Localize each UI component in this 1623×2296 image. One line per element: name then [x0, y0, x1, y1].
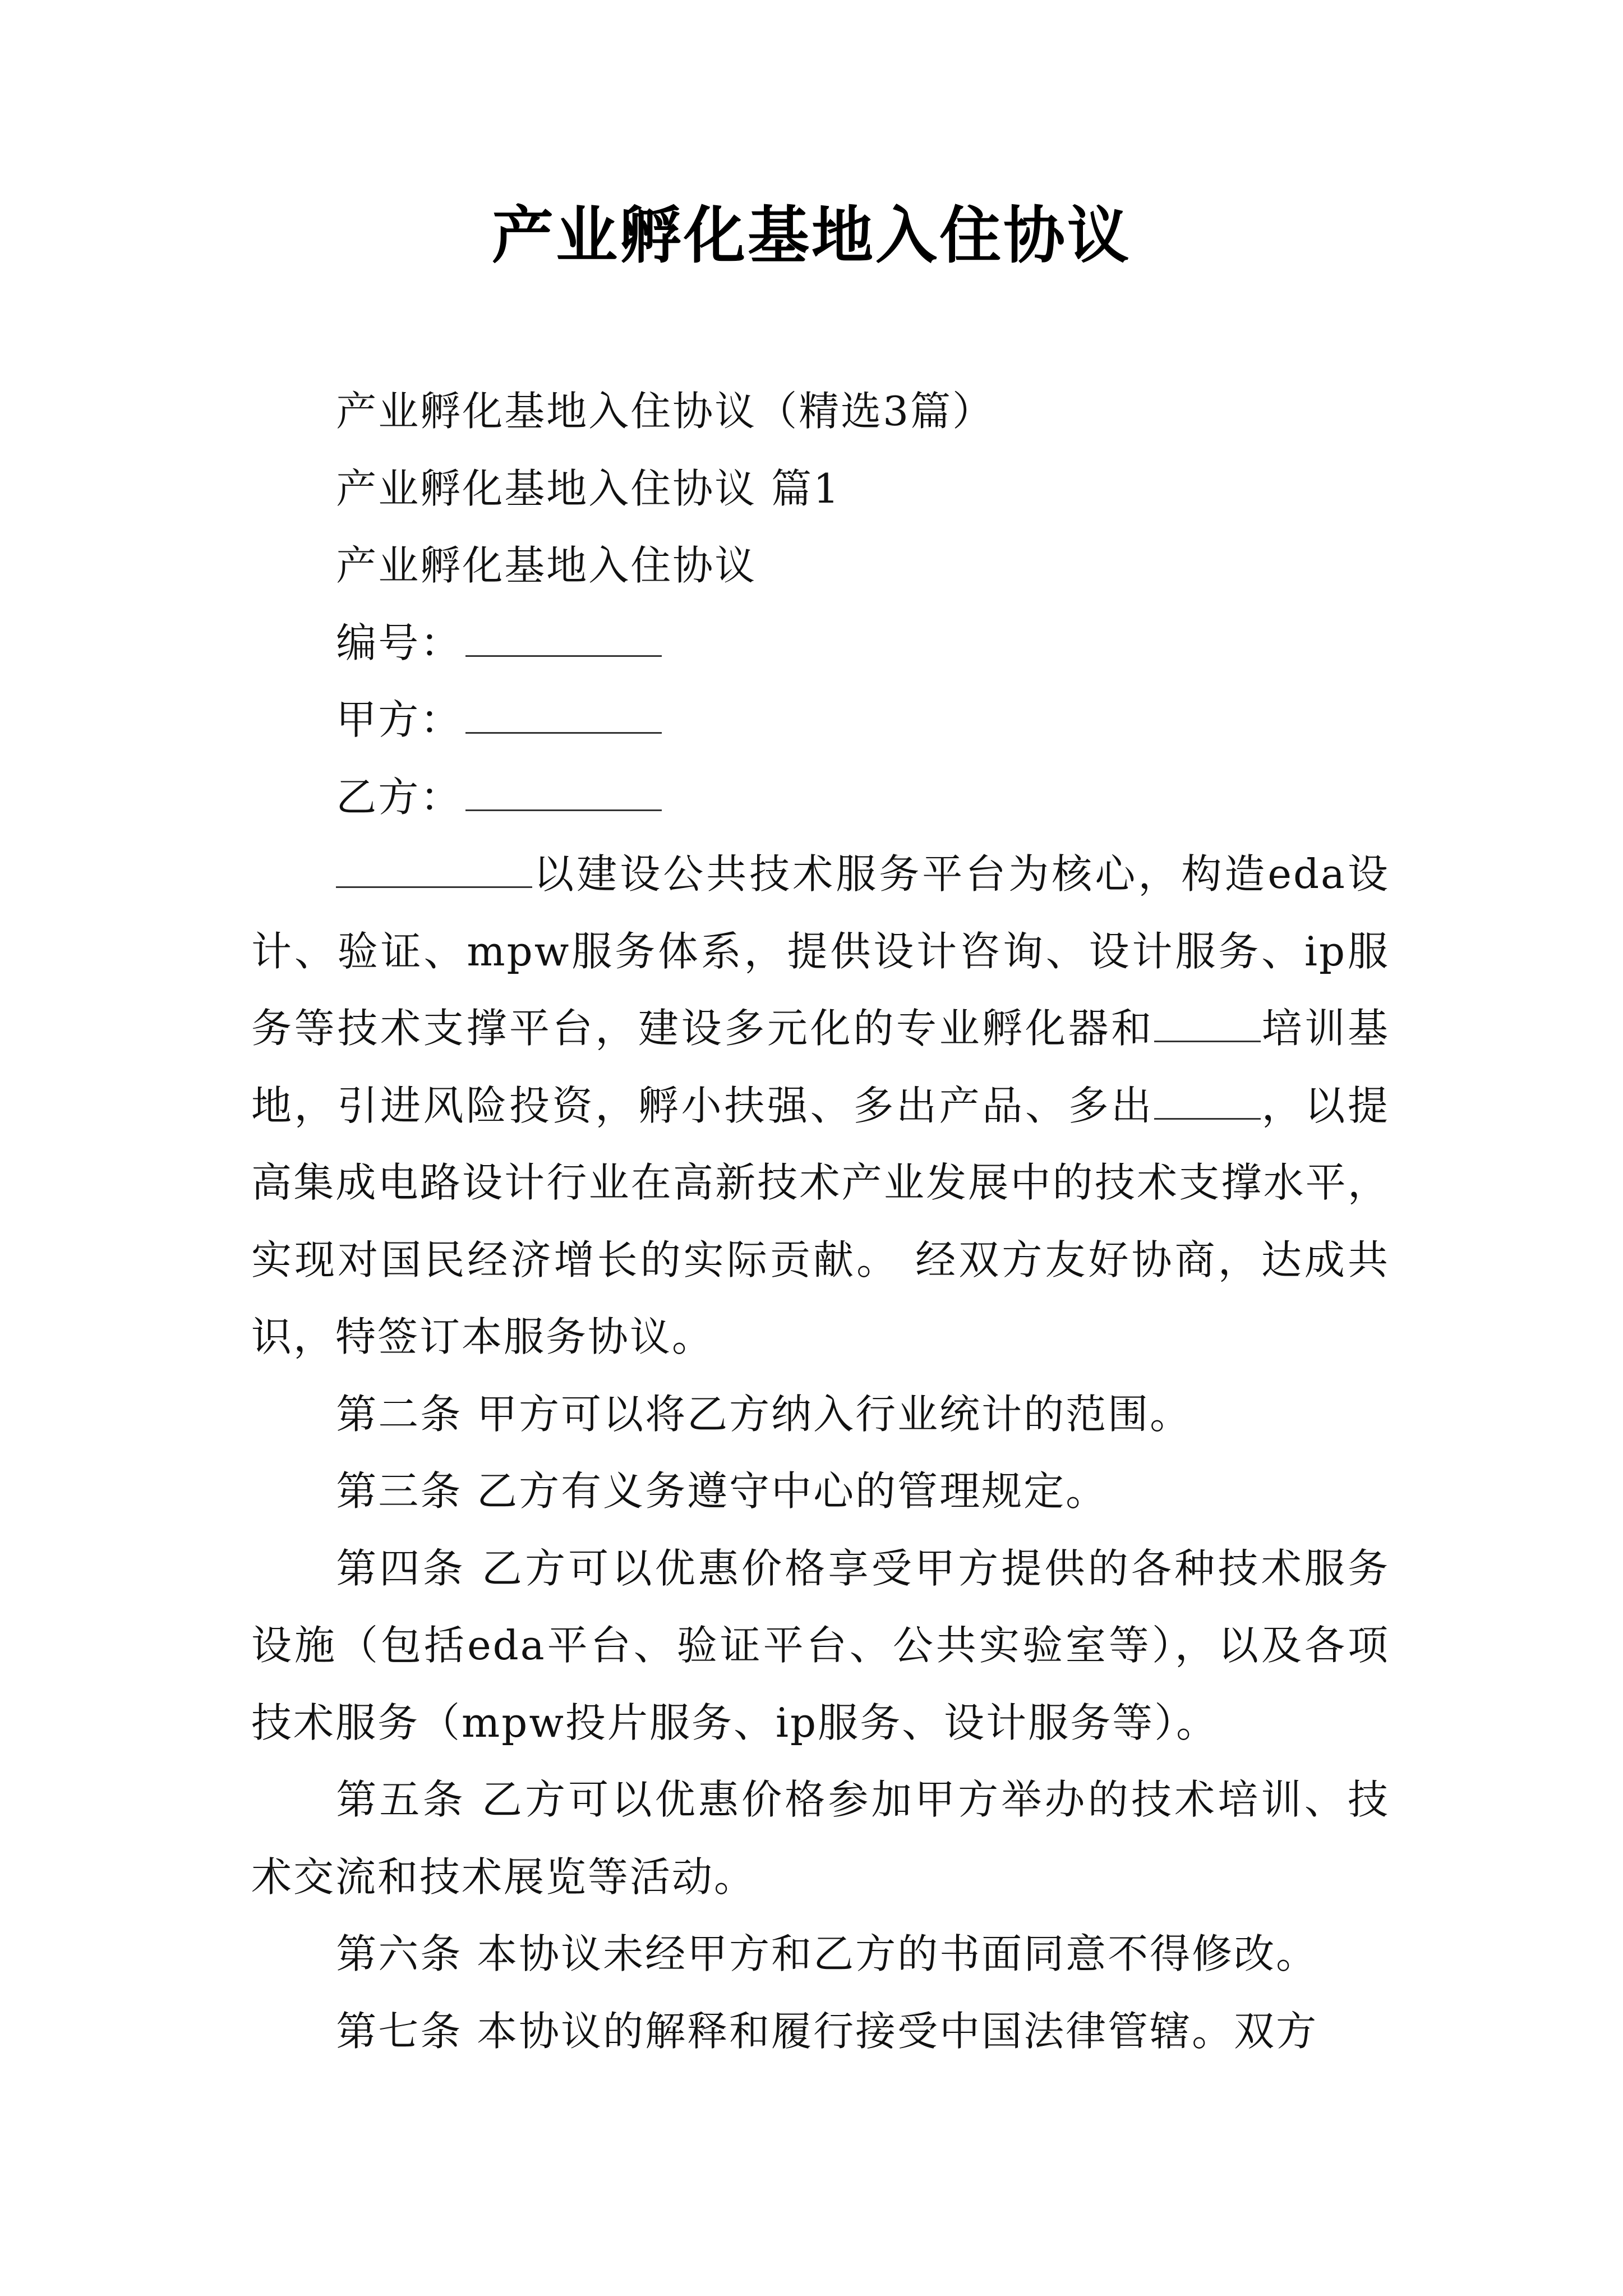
article-3: 第三条 乙方有义务遵守中心的管理规定。 — [336, 1467, 1108, 1515]
party-a-label: 甲方： — [336, 696, 463, 743]
agreement-name: 产业孵化基地入住协议 — [336, 542, 757, 589]
intro-paragraph — [251, 836, 1390, 1376]
party-a-field — [251, 682, 1390, 759]
number-label: 编号： — [336, 619, 463, 666]
number-field — [251, 605, 1390, 682]
article-2: 第二条 甲方可以将乙方纳入行业统计的范围。 — [336, 1390, 1192, 1438]
party-a-blank-line — [465, 696, 662, 734]
article-7: 第七条 本协议的解释和履行接受中国法律管辖。双方 — [336, 2007, 1318, 2055]
section-heading: 产业孵化基地入住协议 篇1 — [336, 464, 841, 512]
intro-blank-line — [336, 850, 532, 888]
intro-text-part3: ，以提高集成电路设计行业在高新技术产业发展中的技术支撑水平，实现对国民经济增长的实际贡献。 经双方友好协商，达成共识，特签订本服务协议。 — [251, 1082, 1390, 1360]
subtitle: 产业孵化基地入住协议（精选3篇） — [336, 388, 994, 435]
party-b-blank-line — [465, 773, 662, 811]
intro-text-part2: 培训基地，引进风险投资，孵小扶强、多出产品、多出 — [251, 1005, 1390, 1129]
intro-text-part1: 以建设公共技术服务平台为核心，构造eda设计、验证、mpw服务体系，提供设计咨询、设计服务、ip服务等技术支撑平台，建设多元化的专业孵化器和 — [251, 850, 1390, 1052]
training-blank-line — [1154, 1004, 1261, 1042]
article-4: 第四条 乙方可以优惠价格享受甲方提供的各种技术服务设施（包括eda平台、验证平台、公共实验室等），以及各项技术服务（mpw投片服务、ip服务、设计服务等）。 — [251, 1544, 1390, 1746]
article-6: 第六条 本协议未经甲方和乙方的书面同意不得修改。 — [336, 1930, 1318, 1977]
document-body — [251, 373, 1390, 2070]
party-b-field — [251, 759, 1390, 836]
document-title: 产业孵化基地入住协议 — [492, 200, 1131, 272]
article-5: 第五条 乙方可以优惠价格参加甲方举办的技术培训、技术交流和技术展览等活动。 — [251, 1776, 1390, 1901]
output-blank-line — [1154, 1082, 1261, 1120]
number-blank-line — [465, 619, 662, 657]
party-b-label: 乙方： — [336, 773, 463, 821]
